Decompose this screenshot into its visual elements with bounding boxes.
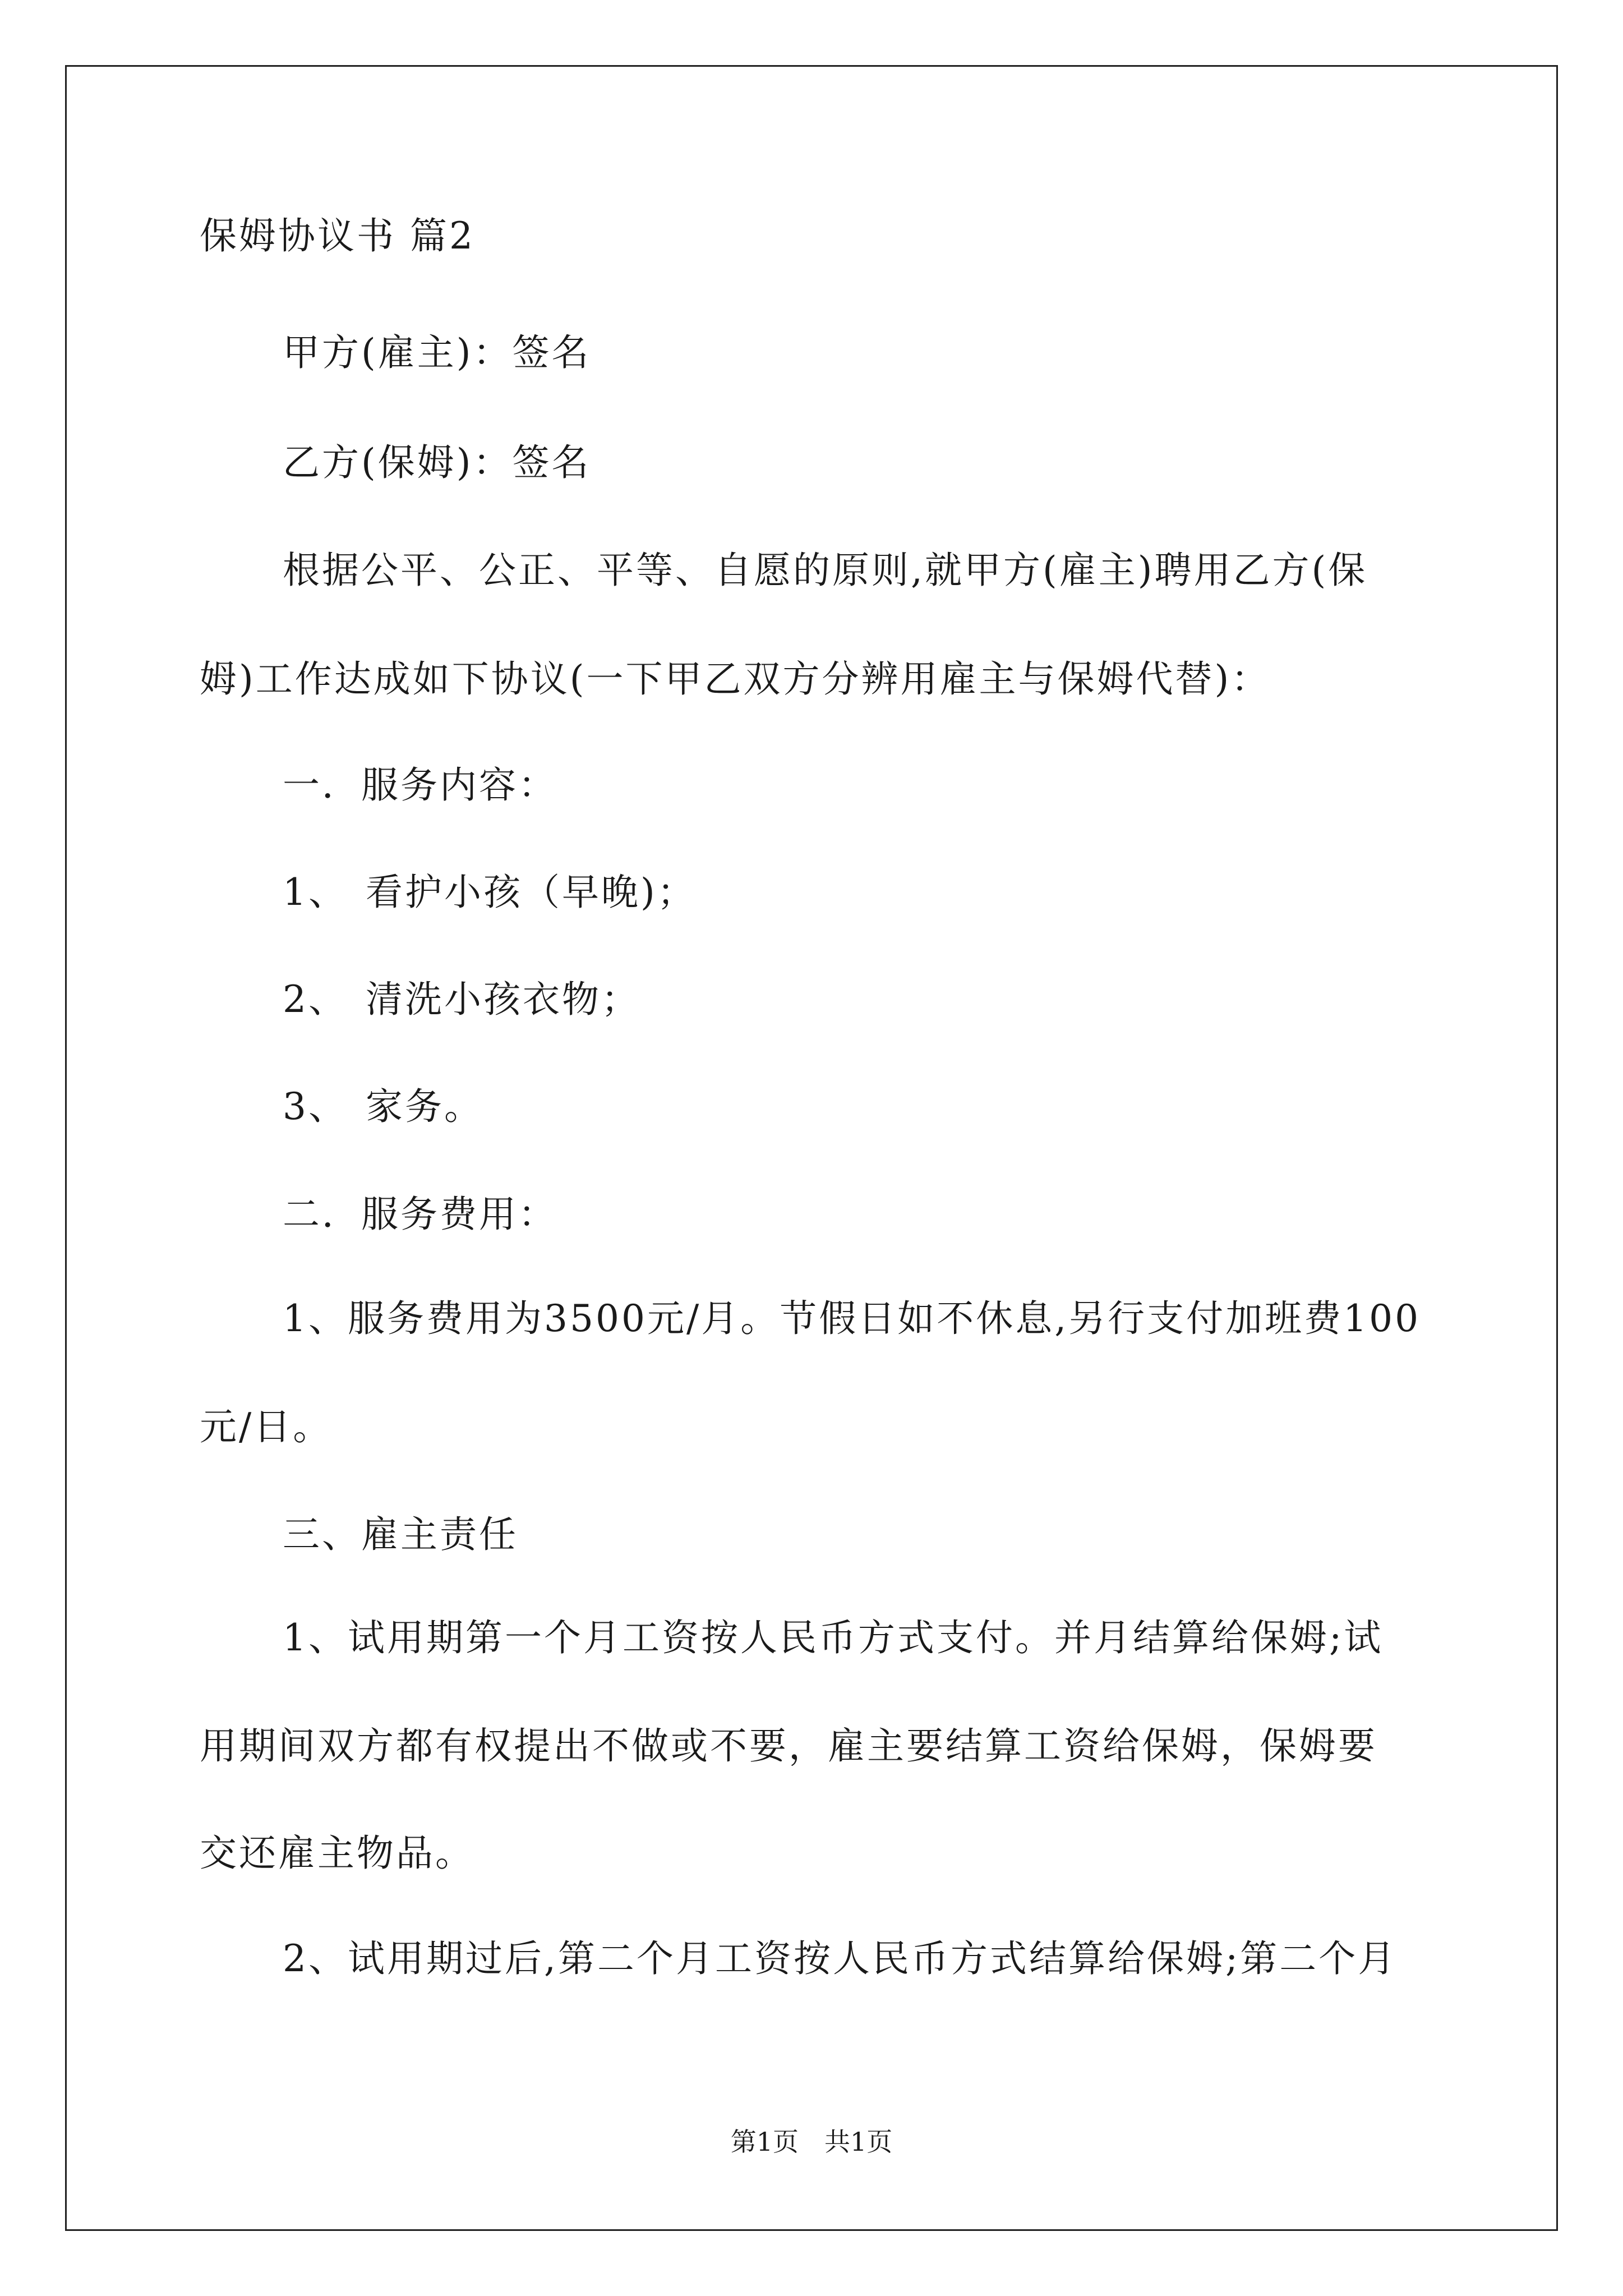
service-item-2 xyxy=(283,978,640,1021)
page-border xyxy=(65,65,1558,2231)
page-total: 共1页 xyxy=(824,2127,893,2157)
page-number: 第1页 xyxy=(730,2127,799,2157)
document-title: 保姆协议书 篇2 xyxy=(200,214,475,257)
item-text: 家务。 xyxy=(366,1085,483,1128)
employer-duty-line-3: 交还雇主物品。 xyxy=(200,1832,474,1875)
preamble-line-1: 根据公平、公正、平等、自愿的原则,就甲方(雇主)聘用乙方(保 xyxy=(283,549,1368,592)
fee-line-1: 1、服务费用为3500元/月。节假日如不休息,另行支付加班费100 xyxy=(283,1297,1421,1340)
page-footer xyxy=(0,2129,1623,2155)
item-text: 清洗小孩衣物； xyxy=(366,978,640,1021)
service-item-1 xyxy=(283,871,697,914)
item-text: 看护小孩（早晚)； xyxy=(366,871,697,914)
service-item-3 xyxy=(283,1085,483,1128)
preamble-line-2: 姆)工作达成如下协议(一下甲乙双方分辨用雇主与保姆代替)： xyxy=(200,657,1271,701)
item-number: 3、 xyxy=(283,1085,348,1128)
employer-duty-line-4: 2、试用期过后,第二个月工资按人民币方式结算给保姆;第二个月 xyxy=(283,1937,1398,1980)
party-a-line: 甲方(雇主)：签名 xyxy=(283,331,591,374)
section-1-heading: 一．服务内容： xyxy=(283,763,557,807)
item-number: 2、 xyxy=(283,978,348,1021)
fee-line-2: 元/日。 xyxy=(200,1405,333,1448)
section-2-heading: 二．服务费用： xyxy=(283,1193,557,1236)
section-3-heading: 三、雇主责任 xyxy=(283,1513,518,1556)
party-b-line: 乙方(保姆)：签名 xyxy=(283,441,591,484)
item-number: 1、 xyxy=(283,871,348,914)
employer-duty-line-1: 1、试用期第一个月工资按人民币方式支付。并月结算给保姆;试 xyxy=(283,1616,1384,1659)
employer-duty-line-2: 用期间双方都有权提出不做或不要，雇主要结算工资给保姆，保姆要 xyxy=(200,1724,1377,1768)
